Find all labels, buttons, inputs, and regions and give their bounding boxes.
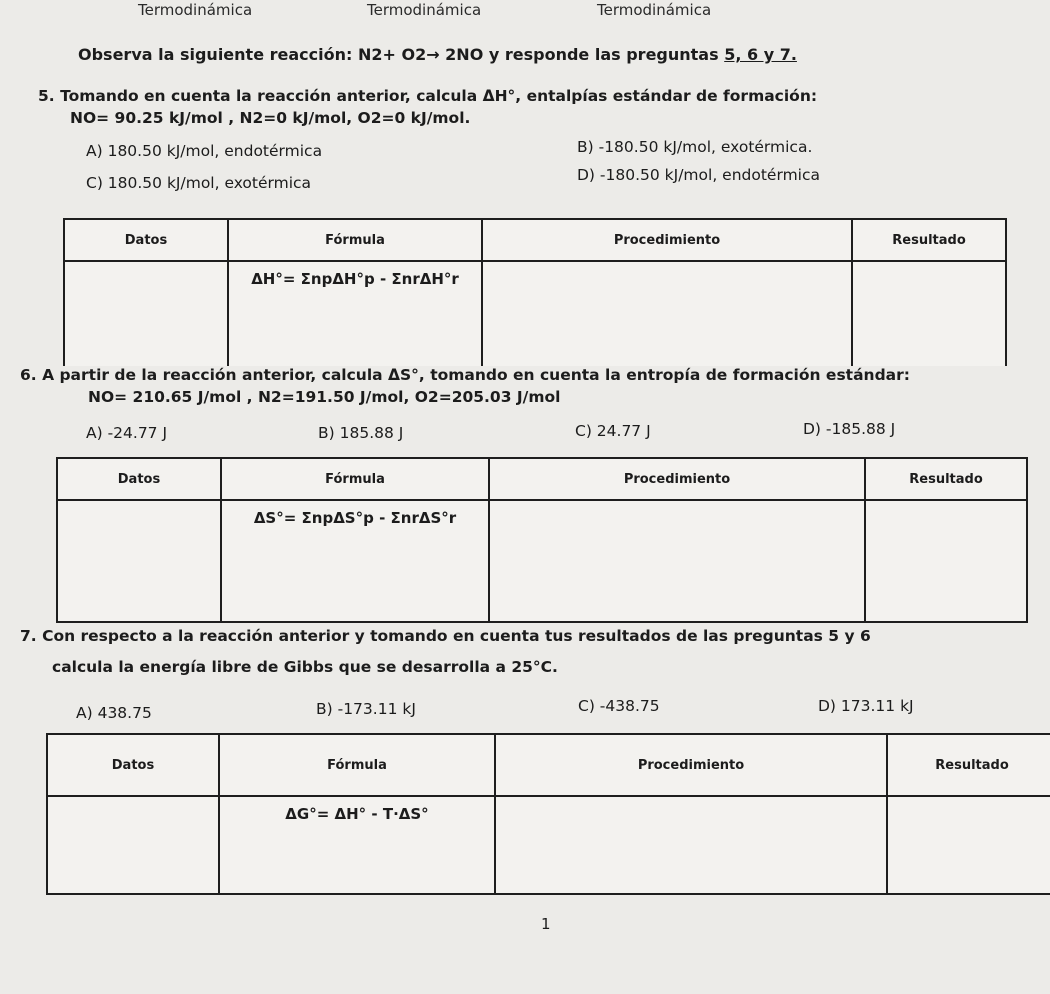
q7-th-resultado: Resultado xyxy=(887,734,1050,796)
q7-th-datos: Datos xyxy=(47,734,219,796)
q6-data: NO= 210.65 J/mol , N2=191.50 J/mol, O2=205.03 J/mol xyxy=(88,388,561,406)
q5-cell-procedimiento[interactable] xyxy=(482,261,852,369)
q7-option-a: A) 438.75 xyxy=(76,704,152,722)
header-right: Termodinámica xyxy=(597,1,712,19)
q5-option-a: A) 180.50 kJ/mol, endotérmica xyxy=(86,142,323,160)
q7-question: 7. Con respecto a la reacción anterior y tomando en cuenta tus resultados de las preguntas 5 y 6 xyxy=(20,627,1050,649)
header-center: Termodinámica xyxy=(367,1,482,19)
q7-th-procedimiento: Procedimiento xyxy=(495,734,887,796)
q5-cell-datos[interactable] xyxy=(64,261,228,369)
q5-th-resultado: Resultado xyxy=(852,219,1006,261)
q7-cell-resultado[interactable] xyxy=(887,796,1050,894)
q6-option-b: B) 185.88 J xyxy=(318,424,404,442)
q7-formula: ΔG°= ΔH° - T·ΔS° xyxy=(219,796,495,894)
q6-th-datos: Datos xyxy=(57,458,221,500)
q6-work-table xyxy=(56,457,1028,623)
q5-data: NO= 90.25 kJ/mol , N2=0 kJ/mol, O2=0 kJ/mol. xyxy=(70,109,471,127)
q5-formula: ΔH°= ΣnpΔH°p - ΣnrΔH°r xyxy=(228,261,482,369)
q7-th-formula: Fórmula xyxy=(219,734,495,796)
q5-cell-resultado[interactable] xyxy=(852,261,1006,369)
q7-cell-procedimiento[interactable] xyxy=(495,796,887,894)
q7-option-b: B) -173.11 kJ xyxy=(316,700,416,718)
q5-th-procedimiento: Procedimiento xyxy=(482,219,852,261)
q6-option-c: C) 24.77 J xyxy=(575,422,651,440)
q7-option-d: D) 173.11 kJ xyxy=(818,697,914,715)
q5-option-d: D) -180.50 kJ/mol, endotérmica xyxy=(577,166,820,184)
q5-option-b: B) -180.50 kJ/mol, exotérmica. xyxy=(577,138,813,156)
q6-formula: ΔS°= ΣnpΔS°p - ΣnrΔS°r xyxy=(221,500,489,622)
page-number: 1 xyxy=(541,915,551,933)
q7-option-c: C) -438.75 xyxy=(578,697,660,715)
intro-text: Observa la siguiente reacción: N2+ O2→ 2NO y responde las preguntas xyxy=(78,45,719,64)
q6-th-resultado: Resultado xyxy=(865,458,1027,500)
q7-cell-datos[interactable] xyxy=(47,796,219,894)
q5-th-formula: Fórmula xyxy=(228,219,482,261)
q6-th-procedimiento: Procedimiento xyxy=(489,458,865,500)
q6-cell-datos[interactable] xyxy=(57,500,221,622)
q6-option-a: A) -24.77 J xyxy=(86,424,168,442)
q6-th-formula: Fórmula xyxy=(221,458,489,500)
intro-line xyxy=(78,45,797,64)
q7-question-line2: calcula la energía libre de Gibbs que se desarrolla a 25°C. xyxy=(52,658,558,676)
intro-questions-link: 5, 6 y 7. xyxy=(724,45,797,64)
q5-option-c: C) 180.50 kJ/mol, exotérmica xyxy=(86,174,312,192)
header-left: Termodinámica xyxy=(138,1,253,19)
q7-work-table xyxy=(46,733,1050,895)
q6-cell-procedimiento[interactable] xyxy=(489,500,865,622)
q5-question: 5. Tomando en cuenta la reacción anterior, calcula ΔH°, entalpías estándar de formación: xyxy=(38,87,818,105)
q6-question: 6. A partir de la reacción anterior, calcula ΔS°, tomando en cuenta la entropía de formación estándar: xyxy=(20,366,1050,388)
q6-cell-resultado[interactable] xyxy=(865,500,1027,622)
q5-work-table xyxy=(63,218,1007,370)
q5-th-datos: Datos xyxy=(64,219,228,261)
q6-option-d: D) -185.88 J xyxy=(803,420,896,438)
